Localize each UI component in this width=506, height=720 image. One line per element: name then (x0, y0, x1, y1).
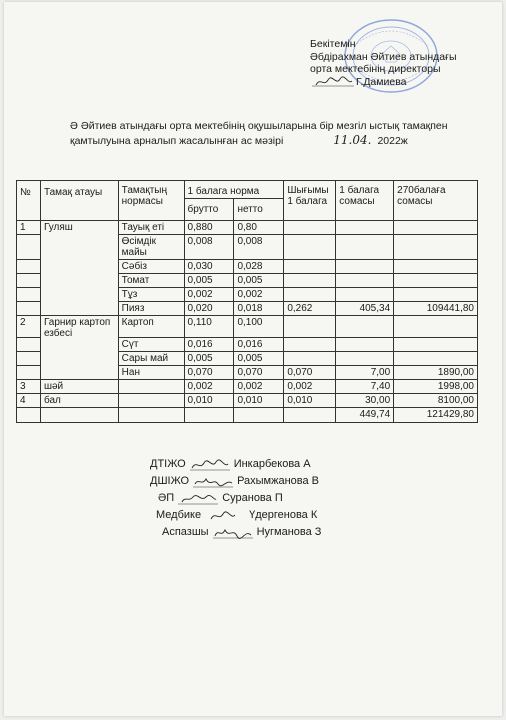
header-per-child-norm: 1 балага норма (184, 181, 284, 199)
cell-ingredient: Нан (118, 366, 184, 380)
cell-ingredient: Өсімдік майы (118, 235, 184, 260)
cell-empty (234, 408, 284, 423)
header-norms: Тамақтың нормасы (118, 181, 184, 221)
cell-number (17, 366, 41, 380)
cell-number (17, 302, 41, 316)
approval-block (310, 38, 457, 88)
cell-brutto: 0,070 (184, 366, 234, 380)
cell-total: 8100,00 (394, 394, 478, 408)
cell-netto: 0,016 (234, 338, 284, 352)
cell-yield (284, 338, 336, 352)
cell-cost (336, 288, 394, 302)
cell-brutto: 0,005 (184, 274, 234, 288)
cell-number (17, 260, 41, 274)
header-number: № (17, 181, 41, 221)
approval-line-2: Әбдірахман Әйтиев атындағы (310, 50, 457, 63)
cell-ingredient: Картоп (118, 316, 184, 338)
cell-ingredient: Сәбіз (118, 260, 184, 274)
title-line-2: қамтылуына арналып жасалынған ас мәзірі (70, 134, 284, 147)
cell-ingredient: Тауық еті (118, 221, 184, 235)
signatures-block (150, 456, 321, 541)
cell-total (394, 316, 478, 338)
cell-yield (284, 352, 336, 366)
cell-number (17, 288, 41, 302)
approval-line-3: орта мектебінің директоры (310, 63, 441, 75)
header-cost-per-child: 1 балага сомасы (336, 181, 394, 221)
cell-cost (336, 352, 394, 366)
cell-number (17, 235, 41, 260)
cell-number: 3 (17, 380, 41, 394)
cell-netto: 0,005 (234, 274, 284, 288)
table-row (17, 380, 478, 394)
cell-cost (336, 260, 394, 274)
cell-total (394, 274, 478, 288)
cell-number: 1 (17, 221, 41, 235)
cell-empty (118, 408, 184, 423)
handwritten-signature (211, 526, 255, 540)
menu-table-body (17, 221, 478, 423)
cell-brutto: 0,020 (184, 302, 234, 316)
cell-brutto: 0,110 (184, 316, 234, 338)
signature-name: Нугманова З (256, 526, 322, 538)
title-year: 2022ж (377, 134, 408, 147)
cell-total: 109441,80 (394, 302, 478, 316)
table-row (17, 316, 478, 338)
signature-name: Үдергенова К (249, 509, 318, 521)
cell-total (394, 221, 478, 235)
document-page (4, 2, 502, 716)
cell-dish-name: Гарнир картоп езбесі (40, 316, 118, 380)
cell-cost (336, 274, 394, 288)
handwritten-signature (176, 492, 220, 506)
cell-total: 1890,00 (394, 366, 478, 380)
signature-role: Медбике (156, 509, 202, 521)
signature-name: Инкарбекова А (233, 458, 311, 470)
cell-ingredient: Сүт (118, 338, 184, 352)
cell-number (17, 338, 41, 352)
cell-netto: 0,010 (234, 394, 284, 408)
handwritten-signature (203, 509, 247, 523)
cell-cost (336, 316, 394, 338)
cell-empty (40, 408, 118, 423)
cell-number (17, 274, 41, 288)
cell-netto: 0,028 (234, 260, 284, 274)
signature-row (150, 524, 321, 541)
signature-row (150, 473, 321, 490)
header-netto: нетто (234, 199, 284, 221)
cell-number: 4 (17, 394, 41, 408)
signature-name: Суранова П (222, 492, 283, 504)
grand-total: 121429,80 (394, 408, 478, 423)
signature-role: ӘП (158, 492, 175, 504)
cell-yield (284, 221, 336, 235)
cell-netto: 0,008 (234, 235, 284, 260)
cell-total: 1998,00 (394, 380, 478, 394)
cell-netto: 0,070 (234, 366, 284, 380)
cell-netto: 0,018 (234, 302, 284, 316)
cell-netto: 0,100 (234, 316, 284, 338)
cell-brutto: 0,005 (184, 352, 234, 366)
cell-ingredient (118, 394, 184, 408)
cell-brutto: 0,030 (184, 260, 234, 274)
signature-row (150, 490, 321, 507)
table-row (17, 221, 478, 235)
table-row (17, 394, 478, 408)
signature-role: ДТІЖО (150, 458, 186, 470)
cell-number (17, 352, 41, 366)
cell-netto: 0,002 (234, 288, 284, 302)
cell-brutto: 0,008 (184, 235, 234, 260)
handwritten-signature (191, 475, 235, 489)
cell-yield: 0,070 (284, 366, 336, 380)
cell-yield (284, 235, 336, 260)
cell-brutto: 0,002 (184, 380, 234, 394)
cell-brutto: 0,016 (184, 338, 234, 352)
signature-name: Рахымжанова В (237, 475, 320, 487)
cell-dish-name: шәй (40, 380, 118, 394)
cell-brutto: 0,002 (184, 288, 234, 302)
signature-role: Аспазшы (162, 526, 209, 538)
cell-total (394, 235, 478, 260)
cell-dish-name: бал (40, 394, 118, 408)
cell-ingredient: Томат (118, 274, 184, 288)
signature-row (150, 456, 321, 473)
cell-ingredient (118, 380, 184, 394)
cell-brutto: 0,880 (184, 221, 234, 235)
cell-yield: 0,010 (284, 394, 336, 408)
signature-role: ДШІЖО (150, 475, 190, 487)
header-total: 270балаға сомасы (394, 181, 478, 221)
totals-row (17, 408, 478, 423)
cell-ingredient: Пияз (118, 302, 184, 316)
header-yield: Шығымы 1 балага (284, 181, 336, 221)
cell-yield (284, 274, 336, 288)
cell-total (394, 338, 478, 352)
cell-cost: 405,34 (336, 302, 394, 316)
cell-netto: 0,80 (234, 221, 284, 235)
header-dish-name: Тамақ атауы (40, 181, 118, 221)
cell-yield (284, 260, 336, 274)
cell-cost (336, 338, 394, 352)
cell-netto: 0,002 (234, 380, 284, 394)
cell-yield (284, 288, 336, 302)
signature-row (150, 507, 321, 524)
cell-yield: 0,002 (284, 380, 336, 394)
director-signature (310, 76, 356, 88)
cell-total (394, 352, 478, 366)
cell-netto: 0,005 (234, 352, 284, 366)
cell-cost: 7,00 (336, 366, 394, 380)
cell-total (394, 260, 478, 274)
cell-ingredient: Тұз (118, 288, 184, 302)
cell-empty (17, 408, 41, 423)
document-title (70, 120, 490, 148)
cell-empty (184, 408, 234, 423)
approval-line-1: Бекітемін (310, 38, 356, 50)
cell-dish-name: Гуляш (40, 221, 118, 316)
cell-empty (284, 408, 336, 423)
header-brutto: брутто (184, 199, 234, 221)
cell-brutto: 0,010 (184, 394, 234, 408)
title-line-1: Ә Әйтиев атындағы орта мектебінің оқушыларына бір мезгіл ыстық тамақпен (70, 120, 448, 132)
cell-number: 2 (17, 316, 41, 338)
cell-cost (336, 235, 394, 260)
total-cost-per-child: 449,74 (336, 408, 394, 423)
cell-yield: 0,262 (284, 302, 336, 316)
cell-yield (284, 316, 336, 338)
cell-cost: 7,40 (336, 380, 394, 394)
cell-cost (336, 221, 394, 235)
handwritten-signature (188, 458, 232, 472)
cell-total (394, 288, 478, 302)
menu-table (16, 180, 478, 423)
director-signature-row (310, 76, 457, 89)
cell-cost: 30,00 (336, 394, 394, 408)
handwritten-date: 11.04. (333, 132, 372, 147)
cell-ingredient: Сары май (118, 352, 184, 366)
director-name: Г.Дамиева (356, 75, 407, 88)
